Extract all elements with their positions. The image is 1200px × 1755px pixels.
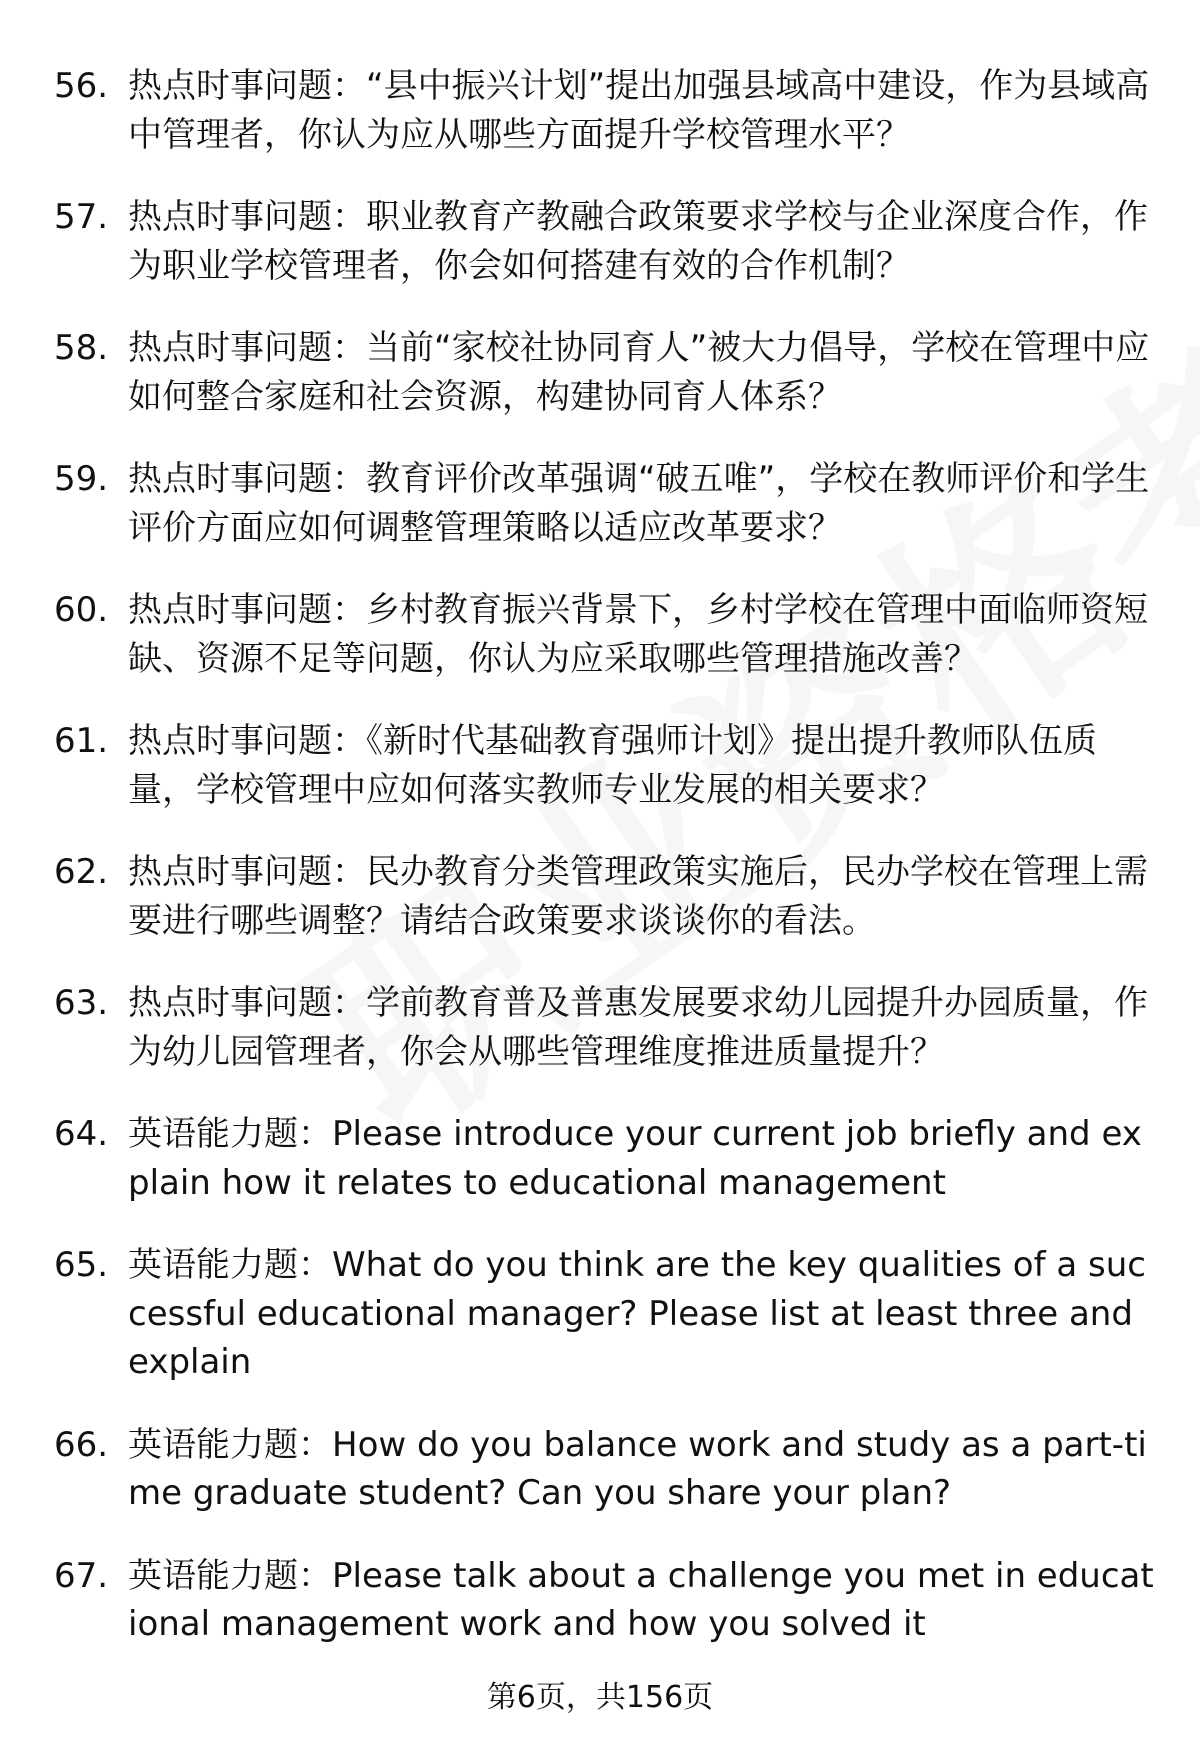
list-item	[0, 848, 1200, 945]
item-number: 62.	[54, 852, 109, 892]
item-number: 56.	[54, 66, 109, 106]
item-number: 60.	[54, 590, 109, 630]
item-text: 热点时事问题：乡村教育振兴背景下，乡村学校在管理中面临师资短缺、资源不足等问题，你认为应采取哪些管理措施改善？	[128, 590, 1148, 679]
list-item	[0, 455, 1200, 552]
item-text: 英语能力题：Please talk about a challenge you met in educational management work and how you solved it	[128, 1555, 1154, 1644]
item-text: 英语能力题：What do you think are the key qualities of a successful educational manager? Please list at least three and explain	[128, 1245, 1146, 1382]
item-text: 英语能力题：How do you balance work and study as a part-time graduate student? Can you share your plan?	[128, 1424, 1147, 1513]
item-number: 66.	[54, 1424, 109, 1465]
item-text: 热点时事问题：当前“家校社协同育人”被大力倡导，学校在管理中应如何整合家庭和社会资源，构建协同育人体系？	[128, 328, 1150, 417]
page-footer: 第6页，共156页	[486, 1680, 714, 1715]
list-item	[0, 324, 1200, 421]
item-text: 热点时事问题：民办教育分类管理政策实施后，民办学校在管理上需要进行哪些调整？请结合政策要求谈谈你的看法。	[128, 852, 1148, 941]
item-text: 热点时事问题：《新时代基础教育强师计划》提出提升教师队伍质量，学校管理中应如何落实教师专业发展的相关要求？	[128, 721, 1097, 810]
item-number: 67.	[54, 1555, 109, 1596]
item-number: 64.	[54, 1114, 109, 1154]
item-number: 65.	[54, 1245, 109, 1285]
item-number: 58.	[54, 328, 109, 368]
item-text: 英语能力题：Please introduce your current job briefly and explain how it relates to educational management	[128, 1114, 1142, 1203]
list-item	[0, 586, 1200, 683]
list-item	[0, 1110, 1200, 1207]
list-item	[0, 1241, 1200, 1387]
item-text: 热点时事问题：“县中振兴计划”提出加强县域高中建设，作为县域高中管理者，你认为应从哪些方面提升学校管理水平？	[128, 66, 1150, 155]
list-item	[0, 62, 1200, 159]
list-item	[0, 717, 1200, 814]
list-item	[0, 1552, 1200, 1649]
item-number: 63.	[54, 983, 109, 1023]
item-number: 59.	[54, 459, 109, 499]
question-list	[0, 62, 1200, 1683]
list-item	[0, 979, 1200, 1076]
item-text: 热点时事问题：教育评价改革强调“破五唯”，学校在教师评价和学生评价方面应如何调整管理策略以适应改革要求？	[128, 459, 1150, 548]
item-text: 热点时事问题：学前教育普及普惠发展要求幼儿园提升办园质量，作为幼儿园管理者，你会从哪些管理维度推进质量提升？	[128, 983, 1148, 1072]
list-item	[0, 193, 1200, 290]
item-number: 57.	[54, 197, 109, 237]
item-text: 热点时事问题：职业教育产教融合政策要求学校与企业深度合作，作为职业学校管理者，你会如何搭建有效的合作机制？	[128, 197, 1148, 286]
list-item	[0, 1421, 1200, 1518]
item-number: 61.	[54, 721, 109, 761]
